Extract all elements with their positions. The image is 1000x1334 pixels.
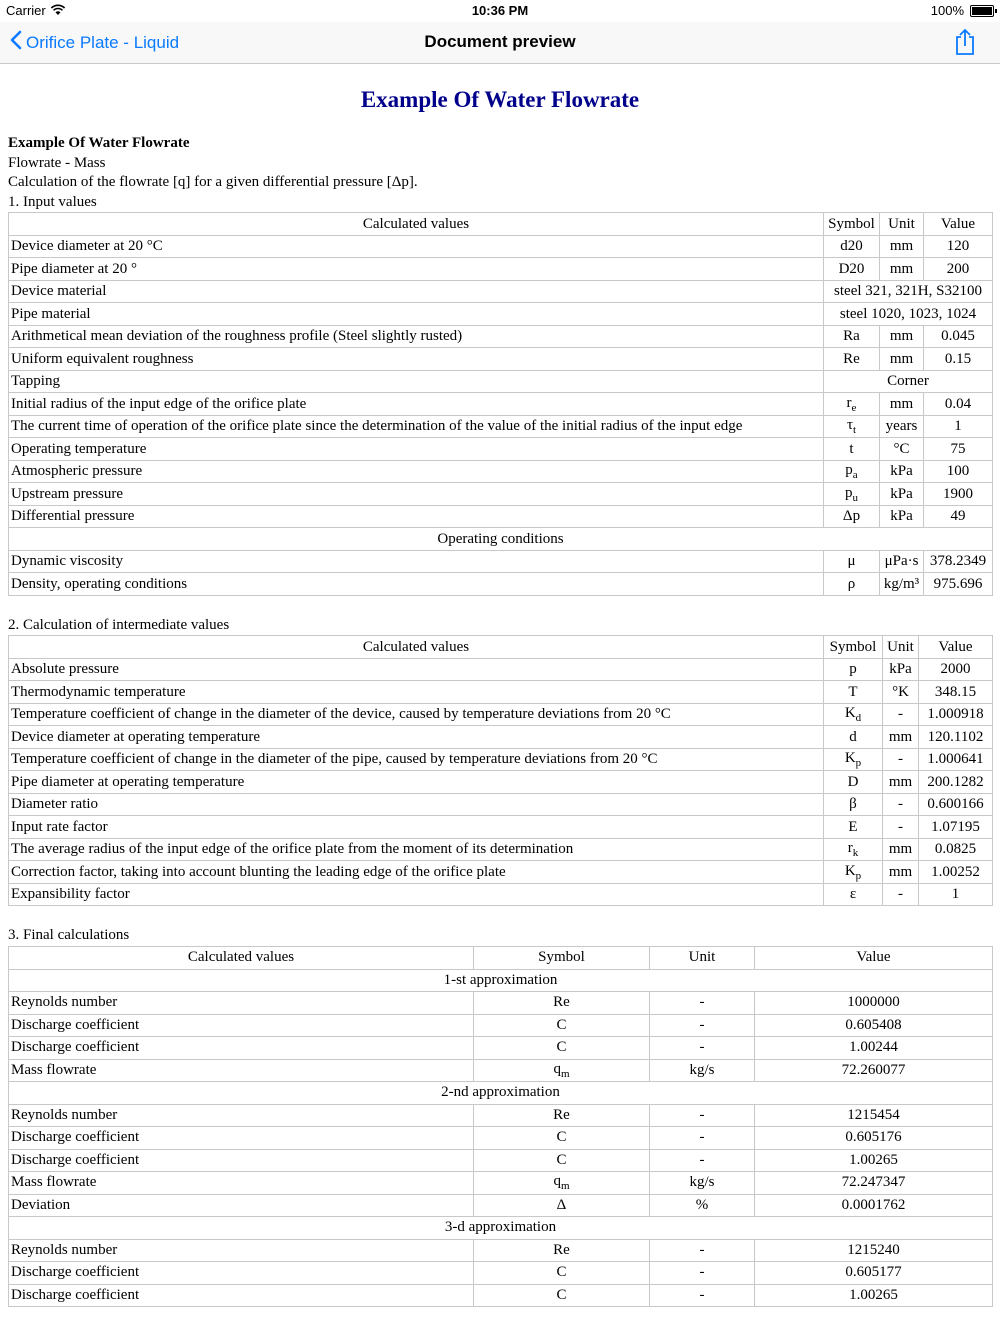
unit-cell: mm xyxy=(880,258,924,281)
name-cell: Mass flowrate xyxy=(9,1172,474,1195)
table-row xyxy=(9,505,993,528)
unit-cell: - xyxy=(883,793,919,816)
section3-title: 3. Final calculations xyxy=(8,927,130,944)
merged-value-cell: Corner xyxy=(824,370,993,393)
unit-cell: mm xyxy=(883,726,919,749)
symbol-text: ε xyxy=(849,886,857,903)
symbol-subscript: m xyxy=(560,1067,570,1080)
group-header-row xyxy=(9,1217,993,1240)
unit-cell: mm xyxy=(880,348,924,371)
unit-cell: kg/m³ xyxy=(880,573,924,596)
value-cell: 120.1102 xyxy=(919,726,993,749)
symbol-text: C xyxy=(556,1129,567,1146)
value-cell: 0.0001762 xyxy=(755,1194,993,1217)
symbol-cell xyxy=(824,681,883,704)
symbol-cell xyxy=(824,258,880,281)
table-row xyxy=(9,1149,993,1172)
name-cell: Differential pressure xyxy=(9,505,824,528)
name-cell: Initial radius of the input edge of the orifice plate xyxy=(9,393,824,416)
unit-cell: - xyxy=(650,1149,755,1172)
symbol-text: E xyxy=(848,818,858,835)
value-cell: 1.00252 xyxy=(919,861,993,884)
symbol-text: β xyxy=(849,796,857,813)
table-row xyxy=(9,658,993,681)
table-row xyxy=(9,681,993,704)
unit-cell: - xyxy=(650,1262,755,1285)
symbol-text: r xyxy=(847,840,853,857)
value-cell: 1215454 xyxy=(755,1104,993,1127)
table-row xyxy=(9,748,993,771)
document-title: Example Of Water Flowrate xyxy=(360,87,640,112)
value-cell: 1.00265 xyxy=(755,1149,993,1172)
symbol-subscript: m xyxy=(560,1180,570,1193)
symbol-text: D20 xyxy=(838,260,865,277)
symbol-cell xyxy=(824,861,883,884)
symbol-cell xyxy=(824,573,880,596)
table-row xyxy=(9,438,993,461)
symbol-subscript: d xyxy=(855,712,862,725)
symbol-cell xyxy=(824,348,880,371)
table-row xyxy=(9,793,993,816)
symbol-cell xyxy=(824,460,880,483)
symbol-text: p xyxy=(845,462,853,479)
symbol-text: q xyxy=(553,1060,561,1077)
symbol-text: Re xyxy=(553,1241,570,1258)
group-header-row xyxy=(9,528,993,551)
symbol-cell xyxy=(474,1239,650,1262)
table-header-row xyxy=(9,947,993,970)
symbol-cell xyxy=(474,1014,650,1037)
column-header: Symbol xyxy=(824,636,883,659)
symbol-cell xyxy=(824,483,880,506)
table-row xyxy=(9,816,993,839)
name-cell: Discharge coefficient xyxy=(9,1127,474,1150)
unit-cell: mm xyxy=(880,325,924,348)
symbol-cell xyxy=(474,1037,650,1060)
unit-cell: mm xyxy=(883,861,919,884)
symbol-text: Ra xyxy=(843,328,860,345)
name-cell: The average radius of the input edge of the orifice plate from the moment of its determination xyxy=(9,838,824,861)
table-row xyxy=(9,370,993,393)
table-row xyxy=(9,483,993,506)
value-cell: 120 xyxy=(924,235,993,258)
group-title: 2-nd approximation xyxy=(9,1082,993,1105)
name-cell: Device diameter at operating temperature xyxy=(9,726,824,749)
table-row xyxy=(9,838,993,861)
table-row xyxy=(9,771,993,794)
unit-cell: - xyxy=(650,1127,755,1150)
symbol-cell xyxy=(824,771,883,794)
merged-value-cell: steel 321, 321H, S32100 xyxy=(824,280,993,303)
table-row xyxy=(9,415,993,438)
symbol-cell xyxy=(824,883,883,906)
value-cell: 0.605176 xyxy=(755,1127,993,1150)
value-cell: 72.247347 xyxy=(755,1172,993,1195)
symbol-cell xyxy=(824,438,880,461)
name-cell: Discharge coefficient xyxy=(9,1284,474,1307)
value-cell: 1.00265 xyxy=(755,1284,993,1307)
symbol-cell xyxy=(474,1172,650,1195)
value-cell: 975.696 xyxy=(924,573,993,596)
name-cell: Input rate factor xyxy=(9,816,824,839)
value-cell: 1 xyxy=(924,415,993,438)
name-cell: Discharge coefficient xyxy=(9,1262,474,1285)
name-cell: Reynolds number xyxy=(9,992,474,1015)
symbol-cell xyxy=(824,393,880,416)
table-row xyxy=(9,303,993,326)
intermediate-values-table xyxy=(8,635,993,906)
value-cell: 0.04 xyxy=(924,393,993,416)
symbol-text: Δp xyxy=(842,508,861,525)
symbol-cell xyxy=(824,235,880,258)
unit-cell: - xyxy=(650,992,755,1015)
name-cell: Reynolds number xyxy=(9,1239,474,1262)
unit-cell: - xyxy=(883,703,919,726)
symbol-text: C xyxy=(556,1039,567,1056)
symbol-cell xyxy=(474,1284,650,1307)
table-row xyxy=(9,1127,993,1150)
value-cell: 0.605177 xyxy=(755,1262,993,1285)
value-cell: 1.07195 xyxy=(919,816,993,839)
value-cell: 1215240 xyxy=(755,1239,993,1262)
share-icon xyxy=(954,43,976,60)
table-row xyxy=(9,726,993,749)
unit-cell: mm xyxy=(880,235,924,258)
symbol-subscript: a xyxy=(852,469,858,482)
name-cell: Device diameter at 20 °C xyxy=(9,235,824,258)
value-cell: 1.000918 xyxy=(919,703,993,726)
column-header: Value xyxy=(924,213,993,236)
back-label: Orifice Plate - Liquid xyxy=(26,32,180,52)
unit-cell: years xyxy=(880,415,924,438)
symbol-cell xyxy=(824,703,883,726)
table-row xyxy=(9,883,993,906)
unit-cell: kPa xyxy=(883,658,919,681)
symbol-cell xyxy=(474,1104,650,1127)
symbol-cell xyxy=(824,816,883,839)
symbol-text: d20 xyxy=(840,238,863,255)
table-row xyxy=(9,258,993,281)
symbol-text: t xyxy=(849,440,854,457)
name-cell: Discharge coefficient xyxy=(9,1014,474,1037)
symbol-cell xyxy=(824,726,883,749)
column-header: Calculated values xyxy=(9,947,474,970)
symbol-subscript: k xyxy=(852,847,859,860)
column-header: Symbol xyxy=(474,947,650,970)
value-cell: 1900 xyxy=(924,483,993,506)
name-cell: Pipe diameter at 20 ° xyxy=(9,258,824,281)
unit-cell: kPa xyxy=(880,483,924,506)
table-row xyxy=(9,1104,993,1127)
name-cell: Pipe diameter at operating temperature xyxy=(9,771,824,794)
symbol-text: Re xyxy=(553,994,570,1011)
name-cell: Dynamic viscosity xyxy=(9,550,824,573)
page-title: Document preview xyxy=(424,32,576,51)
unit-cell: mm xyxy=(880,393,924,416)
value-cell: 200 xyxy=(924,258,993,281)
value-cell: 0.600166 xyxy=(919,793,993,816)
value-cell: 0.15 xyxy=(924,348,993,371)
name-cell: Reynolds number xyxy=(9,1104,474,1127)
input-values-table xyxy=(8,212,993,596)
unit-cell: - xyxy=(650,1239,755,1262)
symbol-cell xyxy=(824,793,883,816)
column-header: Value xyxy=(919,636,993,659)
group-header-row xyxy=(9,1082,993,1105)
name-cell: Tapping xyxy=(9,370,824,393)
name-cell: Diameter ratio xyxy=(9,793,824,816)
unit-cell: % xyxy=(650,1194,755,1217)
symbol-cell xyxy=(824,838,883,861)
section1-title: 1. Input values xyxy=(8,193,97,210)
share-button[interactable] xyxy=(954,28,976,61)
unit-cell: - xyxy=(650,1284,755,1307)
unit-cell: kPa xyxy=(880,505,924,528)
table-row xyxy=(9,550,993,573)
symbol-cell xyxy=(824,748,883,771)
carrier-label: Carrier xyxy=(6,3,46,18)
symbol-text: Re xyxy=(843,350,860,367)
section2-title: 2. Calculation of intermediate values xyxy=(8,616,230,633)
battery-icon xyxy=(970,5,994,17)
status-bar xyxy=(0,0,1000,22)
unit-cell: - xyxy=(883,816,919,839)
name-cell: Absolute pressure xyxy=(9,658,824,681)
value-cell: 1.00244 xyxy=(755,1037,993,1060)
column-header: Calculated values xyxy=(9,636,824,659)
symbol-text: Δ xyxy=(556,1196,567,1213)
symbol-text: p xyxy=(849,661,857,678)
column-header: Value xyxy=(755,947,993,970)
battery-percent: 100% xyxy=(930,3,964,18)
name-cell: Discharge coefficient xyxy=(9,1149,474,1172)
table-row xyxy=(9,280,993,303)
unit-cell: kg/s xyxy=(650,1059,755,1082)
status-time: 10:36 PM xyxy=(471,3,529,18)
table-row xyxy=(9,573,993,596)
document-preview xyxy=(8,64,992,1307)
name-cell: Upstream pressure xyxy=(9,483,824,506)
name-cell: Mass flowrate xyxy=(9,1059,474,1082)
name-cell: Thermodynamic temperature xyxy=(9,681,824,704)
value-cell: 0.045 xyxy=(924,325,993,348)
table-row xyxy=(9,235,993,258)
symbol-text: D xyxy=(847,773,859,790)
symbol-cell xyxy=(474,1194,650,1217)
column-header: Calculated values xyxy=(9,213,824,236)
table-row xyxy=(9,861,993,884)
table-row xyxy=(9,1284,993,1307)
merged-value-cell: steel 1020, 1023, 1024 xyxy=(824,303,993,326)
column-header: Symbol xyxy=(824,213,880,236)
name-cell: Arithmetical mean deviation of the roughness profile (Steel slightly rusted) xyxy=(9,325,824,348)
symbol-text: d xyxy=(849,728,857,745)
unit-cell: - xyxy=(650,1104,755,1127)
table-row xyxy=(9,992,993,1015)
navigation-bar xyxy=(0,22,1000,64)
table-row xyxy=(9,1059,993,1082)
unit-cell: - xyxy=(883,883,919,906)
name-cell: Temperature coefficient of change in the diameter of the pipe, caused by temperature deviations from 20 °C xyxy=(9,748,824,771)
column-header: Unit xyxy=(880,213,924,236)
value-cell: 49 xyxy=(924,505,993,528)
unit-cell: °K xyxy=(883,681,919,704)
name-cell: Discharge coefficient xyxy=(9,1037,474,1060)
column-header: Unit xyxy=(650,947,755,970)
group-title: 1-st approximation xyxy=(9,969,993,992)
name-cell: Expansibility factor xyxy=(9,883,824,906)
symbol-text: ρ xyxy=(847,575,856,592)
unit-cell: μPa·s xyxy=(880,550,924,573)
table-row xyxy=(9,348,993,371)
symbol-cell xyxy=(474,1059,650,1082)
symbol-cell xyxy=(824,415,880,438)
column-header: Unit xyxy=(883,636,919,659)
name-cell: The current time of operation of the orifice plate since the determination of the value of the initial radius of the input edge xyxy=(9,415,824,438)
unit-cell: - xyxy=(650,1037,755,1060)
symbol-text: τ xyxy=(846,417,853,434)
symbol-text: K xyxy=(844,705,856,722)
value-cell: 378.2349 xyxy=(924,550,993,573)
name-cell: Device material xyxy=(9,280,824,303)
document-subheading: Flowrate - Mass xyxy=(8,154,106,171)
group-title: Operating conditions xyxy=(9,528,993,551)
symbol-text: C xyxy=(556,1151,567,1168)
symbol-text: μ xyxy=(847,553,856,570)
symbol-subscript: e xyxy=(851,401,857,414)
value-cell: 1000000 xyxy=(755,992,993,1015)
unit-cell: mm xyxy=(883,771,919,794)
symbol-text: K xyxy=(844,750,856,767)
unit-cell: - xyxy=(650,1014,755,1037)
symbol-cell xyxy=(474,1149,650,1172)
unit-cell: kg/s xyxy=(650,1172,755,1195)
value-cell: 348.15 xyxy=(919,681,993,704)
table-header-row xyxy=(9,636,993,659)
name-cell: Correction factor, taking into account blunting the leading edge of the orifice plate xyxy=(9,861,824,884)
value-cell: 0.0825 xyxy=(919,838,993,861)
unit-cell: kPa xyxy=(880,460,924,483)
symbol-subscript: u xyxy=(852,491,858,504)
symbol-text: K xyxy=(844,862,856,879)
name-cell: Atmospheric pressure xyxy=(9,460,824,483)
table-row xyxy=(9,1194,993,1217)
document-description: Calculation of the flowrate [q] for a given differential pressure [Δp]. xyxy=(8,174,418,191)
symbol-text: q xyxy=(553,1173,561,1190)
table-row xyxy=(9,1262,993,1285)
unit-cell: °C xyxy=(880,438,924,461)
document-heading: Example Of Water Flowrate xyxy=(8,135,190,151)
table-row xyxy=(9,325,993,348)
symbol-subscript: t xyxy=(852,424,857,437)
table-row xyxy=(9,1239,993,1262)
symbol-cell xyxy=(474,992,650,1015)
value-cell: 0.605408 xyxy=(755,1014,993,1037)
symbol-cell xyxy=(474,1262,650,1285)
table-header-row xyxy=(9,213,993,236)
symbol-subscript: p xyxy=(855,869,862,882)
value-cell: 100 xyxy=(924,460,993,483)
value-cell: 200.1282 xyxy=(919,771,993,794)
table-row xyxy=(9,460,993,483)
value-cell: 2000 xyxy=(919,658,993,681)
symbol-text: T xyxy=(848,683,858,700)
symbol-text: C xyxy=(556,1286,567,1303)
group-header-row xyxy=(9,969,993,992)
value-cell: 72.260077 xyxy=(755,1059,993,1082)
symbol-cell xyxy=(474,1127,650,1150)
name-cell: Temperature coefficient of change in the diameter of the device, caused by temperature deviations from 20 °C xyxy=(9,703,824,726)
table-row xyxy=(9,1037,993,1060)
name-cell: Deviation xyxy=(9,1194,474,1217)
value-cell: 1.000641 xyxy=(919,748,993,771)
name-cell: Uniform equivalent roughness xyxy=(9,348,824,371)
symbol-text: r xyxy=(846,394,852,411)
name-cell: Pipe material xyxy=(9,303,824,326)
symbol-text: Re xyxy=(553,1106,570,1123)
value-cell: 75 xyxy=(924,438,993,461)
group-title: 3-d approximation xyxy=(9,1217,993,1240)
symbol-cell xyxy=(824,550,880,573)
unit-cell: - xyxy=(883,748,919,771)
symbol-cell xyxy=(824,505,880,528)
table-row xyxy=(9,1172,993,1195)
table-row xyxy=(9,1014,993,1037)
value-cell: 1 xyxy=(919,883,993,906)
name-cell: Operating temperature xyxy=(9,438,824,461)
symbol-cell xyxy=(824,325,880,348)
symbol-subscript: p xyxy=(855,757,862,770)
symbol-cell xyxy=(824,658,883,681)
symbol-text: C xyxy=(556,1264,567,1281)
symbol-text: p xyxy=(845,484,853,501)
unit-cell: mm xyxy=(883,838,919,861)
symbol-text: C xyxy=(556,1016,567,1033)
final-calculations-table xyxy=(8,946,993,1307)
table-row xyxy=(9,703,993,726)
table-row xyxy=(9,393,993,416)
name-cell: Density, operating conditions xyxy=(9,573,824,596)
